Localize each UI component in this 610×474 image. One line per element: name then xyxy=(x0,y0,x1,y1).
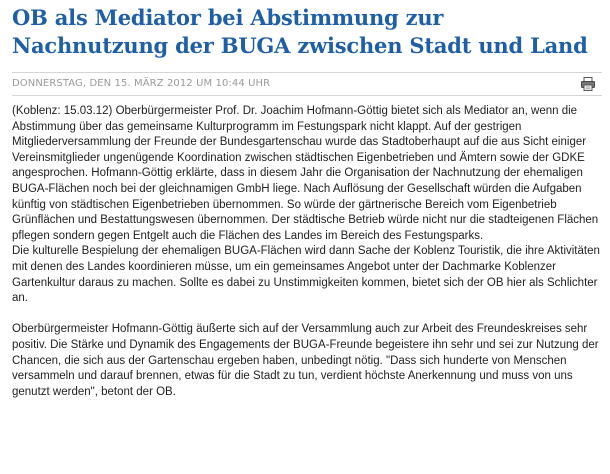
printer-icon xyxy=(580,76,596,92)
article-paragraph: Die kulturelle Bespielung der ehemaligen BUGA-Flächen wird dann Sache der Koblenz Touristik, die ihre Aktivitäten mit denen des Landes koordinieren müsse, um ein gemeinsames Angebot unter der Dachmarke Koblenzer Gartenkultur daraus zu machen. Sollte es dabei zu Unstimmigkeiten kommen, bietet sich der OB hier als Schlichter an. xyxy=(12,245,600,305)
article-title: OB als Mediator bei Abstimmung zur Nachnutzung der BUGA zwischen Stadt und Land xyxy=(12,5,588,58)
article-paragraph: Oberbürgermeister Hofmann-Göttig äußerte sich auf der Versammlung auch zur Arbeit des Freundeskreises sehr positiv. Die Stärke und Dynamik des Engagements der BUGA-Freunde begeistere ihn sehr und sei zur Nutzung der Chancen, die sich aus der Gartenschau ergeben haben, unbedingt nötig. "Dass sich hunderte von Menschen versammeln und darauf brennen, etwas für die Stadt zu tun, verdient höchste Anerkennung und muss von uns genutzt werden", betont der OB. xyxy=(12,323,599,398)
paragraph-spacer xyxy=(12,307,607,323)
article-meta-bar xyxy=(12,72,602,96)
article-body xyxy=(12,104,607,400)
article-dateline: DONNERSTAG, DEN 15. MÄRZ 2012 UM 10:44 UHR xyxy=(12,78,271,89)
article-paragraph: (Koblenz: 15.03.12) Oberbürgermeister Prof. Dr. Joachim Hofmann-Göttig bietet sich als Mediator an, wenn die Abstimmung über das gemeinsame Kulturprogramm im Festungspark nicht klappt. Auf der gestrigen Mitgliederversammlung der Freunde der Bundesgartenschau wurde das Stadtoberhaupt auf die aus Sicht einiger Vereinsmitglieder ungenügende Koordination zwischen städtischen Eigenbetrieben und Ämtern sowie der GDKE angesprochen. Hofmann-Göttig erklärte, dass in diesem Jahr die Organisation der Nachnutzung der ehemaligen BUGA-Flächen noch bei der gleichnamigen GmbH liege. Nach Auflösung der Gesellschaft würden die Aufgaben künftig von städtischen Eigenbetrieben übernommen. So würde der gärtnerische Bereich vom Eigenbetrieb Grünflächen und Bestattungswesen übernommen. Der städtische Betrieb würde nicht nur die stadteigenen Flächen pflegen sondern gegen Entgelt auch die Flächen des Landes im Bereich des Festungsparks. xyxy=(12,105,599,242)
print-button[interactable] xyxy=(580,76,596,92)
